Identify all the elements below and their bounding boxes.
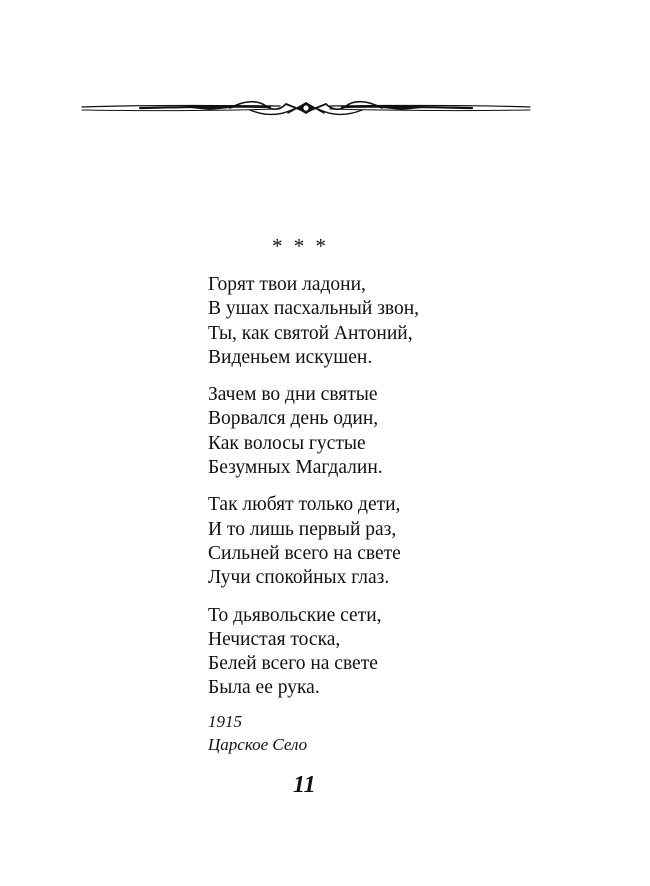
poem-line: То дьявольские сети, bbox=[208, 604, 382, 626]
poem-line: Как волосы густые bbox=[208, 432, 366, 454]
poem-line: Виденьем искушен. bbox=[208, 346, 373, 368]
decorative-divider-icon bbox=[80, 96, 532, 120]
poem-line: Зачем во дни святые bbox=[208, 384, 378, 406]
poem-year: 1915 bbox=[208, 712, 242, 731]
poem-line: Лучи спокойных глаз. bbox=[208, 567, 390, 589]
poem-line: В ушах пасхальный звон, bbox=[208, 298, 420, 320]
poem-line: Белей всего на свете bbox=[208, 653, 378, 675]
poem-dateline bbox=[208, 710, 307, 756]
poem-line: Ворвался день один, bbox=[208, 408, 379, 430]
poem-line: Сильней всего на свете bbox=[208, 542, 401, 564]
stanza bbox=[208, 383, 419, 480]
poem-line: Безумных Магдалин. bbox=[208, 457, 383, 479]
poem-line: И то лишь первый раз, bbox=[208, 518, 397, 540]
poem-line: Ты, как святой Антоний, bbox=[208, 322, 413, 344]
poem-line: Нечистая тоска, bbox=[208, 628, 341, 650]
poem-line: Так любят только дети, bbox=[208, 494, 401, 516]
stanza bbox=[208, 604, 419, 701]
asterism-title: * * * bbox=[272, 234, 326, 258]
poem-line: Горят твои ладони, bbox=[208, 274, 366, 295]
poem-body bbox=[208, 273, 419, 714]
stanza bbox=[208, 273, 419, 370]
poem-place: Царское Село bbox=[208, 735, 308, 754]
page-number: 11 bbox=[293, 772, 316, 798]
stanza bbox=[208, 493, 419, 590]
poem-line: Была ее рука. bbox=[208, 677, 320, 699]
